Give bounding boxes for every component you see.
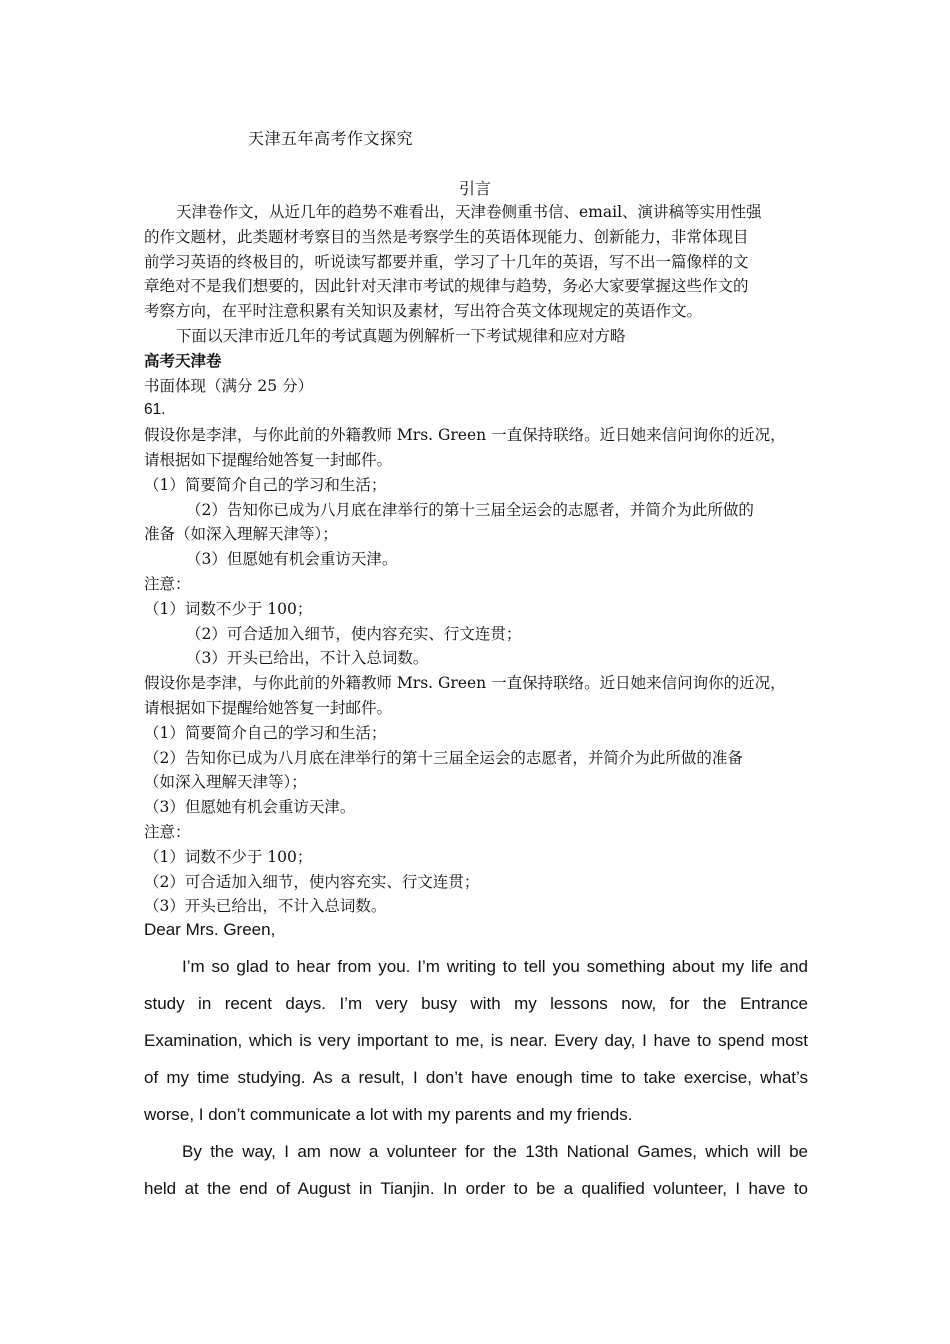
document-title: 天津五年高考作文探究 xyxy=(248,129,414,148)
letter-line: study in recent days. I’m very busy with my lessons now, for the Entrance xyxy=(144,994,808,1013)
note-item: （2）可合适加入细节，使内容充实、行文连贯； xyxy=(186,624,522,643)
prompt-item-continuation: （如深入理解天津等）； xyxy=(144,773,307,792)
prompt-item: （2）告知你已成为八月底在津举行的第十三届全运会的志愿者，并简介为此所做的准备 xyxy=(144,748,743,767)
note-item: （1）词数不少于 100； xyxy=(144,599,313,618)
notes-label: 注意： xyxy=(144,574,191,593)
note-item: （2）可合适加入细节，使内容充实、行文连贯； xyxy=(144,872,480,891)
intro-line: 前学习英语的终极目的，听说读写都要并重，学习了十几年的英语，写不出一篇像样的文 xyxy=(144,252,749,271)
letter-line: I’m so glad to hear from you. I’m writing to tell you something about my life and xyxy=(182,957,808,976)
letter-paragraph-2 xyxy=(144,1133,808,1207)
prompt-item: （1）简要简介自己的学习和生活； xyxy=(144,475,387,494)
intro-line: 章绝对不是我们想要的，因此针对天津市考试的规律与趋势，务必大家要掌握这些作文的 xyxy=(144,277,749,296)
intro-line: 考察方向，在平时注意积累有关知识及素材，写出符合英文体现规定的英语作文。 xyxy=(144,302,703,321)
exam-heading: 高考天津卷 xyxy=(144,350,222,370)
letter-line: Examination, which is very important to me, is near. Every day, I have to spend most xyxy=(144,1031,808,1050)
prompt-item-continuation: 准备（如深入理解天津等）； xyxy=(144,525,338,544)
prompt-line: 请根据如下提醒给她答复一封邮件。 xyxy=(144,450,393,469)
letter-line: held at the end of August in Tianjin. In order to be a qualified volunteer, I have to xyxy=(144,1179,808,1198)
document-body xyxy=(144,200,824,919)
prompt-line: 假设你是李津，与你此前的外籍教师 Mrs. Green 一直保持联络。近日她来信问询你的近况， xyxy=(144,674,786,693)
letter-body xyxy=(144,948,808,1207)
intro-heading: 引言 xyxy=(458,179,491,198)
letter-line: By the way, I am now a volunteer for the 13th National Games, which will be xyxy=(182,1142,808,1161)
note-item: （1）词数不少于 100； xyxy=(144,847,313,866)
intro-line: 的作文题材，此类题材考察目的当然是考察学生的英语体现能力、创新能力，非常体现目 xyxy=(144,227,749,246)
question-number: 61. xyxy=(144,401,166,419)
prompt-line: 请根据如下提醒给她答复一封邮件。 xyxy=(144,698,393,717)
letter-paragraph-1 xyxy=(144,948,808,1133)
intro-followup: 下面以天津市近几年的考试真题为例解析一下考试规律和应对方略 xyxy=(176,326,626,345)
notes-label: 注意： xyxy=(144,822,191,841)
letter-line: worse, I don’t communicate a lot with my parents and my friends. xyxy=(144,1105,633,1124)
prompt-item: （3）但愿她有机会重访天津。 xyxy=(144,798,356,817)
intro-line: 天津卷作文，从近几年的趋势不难看出，天津卷侧重书信、email、演讲稿等实用性强 xyxy=(176,203,762,221)
note-item: （3）开头已给出，不计入总词数。 xyxy=(186,649,429,668)
prompt-item: （3）但愿她有机会重访天津。 xyxy=(186,550,398,569)
letter-salutation: Dear Mrs. Green, xyxy=(144,920,276,939)
prompt-item: （2）告知你已成为八月底在津举行的第十三届全运会的志愿者，并简介为此所做的 xyxy=(186,500,754,519)
letter-line: of my time studying. As a result, I don’t have enough time to take exercise, what’s xyxy=(144,1068,808,1087)
prompt-line: 假设你是李津，与你此前的外籍教师 Mrs. Green 一直保持联络。近日她来信问询你的近况， xyxy=(144,426,786,445)
task-label: 书面体现（满分 25 分） xyxy=(144,376,314,395)
prompt-item: （1）简要简介自己的学习和生活； xyxy=(144,723,387,742)
note-item: （3）开头已给出，不计入总词数。 xyxy=(144,897,387,916)
